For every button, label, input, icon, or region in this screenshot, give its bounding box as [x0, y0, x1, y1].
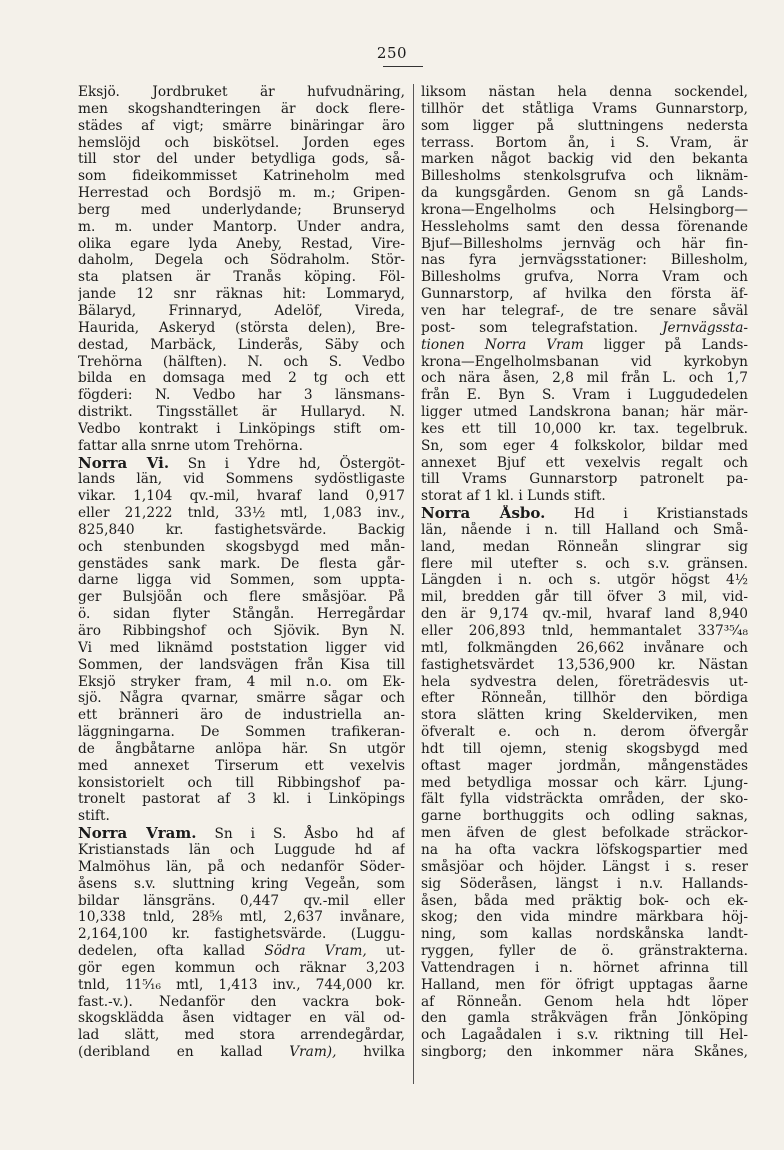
italic-text: Södra Vram, [264, 943, 367, 960]
body-text: storat af 1 kl. i Lunds stift. [421, 488, 606, 505]
text-line [421, 387, 748, 404]
text-line [421, 151, 748, 168]
body-text: skog; den vida mindre märkbara höj- [421, 909, 748, 926]
body-text: Malmöhus län, på och nedanför Söder- [78, 858, 405, 875]
text-line [78, 337, 405, 354]
text-line [421, 1044, 748, 1061]
body-text: hela sydvestra delen, företrädesvis ut- [421, 673, 748, 690]
body-text: ger Bulsjöån och flere småsjöar. På [78, 589, 405, 606]
entry-heading: Norra Åsbo. [421, 505, 546, 522]
body-text: småsjöar och höjder. Längst i s. reser [421, 858, 748, 875]
text-line [421, 1027, 748, 1044]
body-text: Eksjö. Jordbruket är hufvudnäring, [78, 84, 405, 100]
text-line [421, 303, 748, 320]
text-line [78, 539, 405, 556]
body-text: öfveralt e. och n. derom öfvergår [421, 724, 748, 741]
text-line [421, 539, 748, 556]
text-line [421, 741, 748, 758]
text-line [78, 1027, 405, 1044]
text-line [421, 404, 748, 421]
body-text: Billesholms stenkolsgrufva och liknäm- [421, 168, 748, 185]
body-text: tronelt pastorat af 3 kl. i Linköpings [78, 791, 405, 808]
body-text: Bälaryd, Frinnaryd, Adelöf, Vireda, [78, 302, 405, 319]
body-text: krona—Engelholmsbanan vid kyrkobyn [421, 353, 748, 370]
body-text: Hd i Kristianstads [574, 506, 748, 522]
text-line [78, 438, 405, 455]
body-text: från E. Byn S. Vram i Luggudedelen [421, 387, 748, 404]
text-line [78, 135, 405, 152]
text-line [78, 185, 405, 202]
italic-text: tionen Norra Vram [421, 336, 584, 353]
page-number: 250 [376, 44, 408, 62]
text-line [421, 724, 748, 741]
body-text: till stor del under betydliga gods, så- [78, 151, 405, 168]
text-line [78, 505, 405, 522]
text-line [78, 791, 405, 808]
text-line [78, 320, 405, 337]
body-text: ett bränneri äro de industriella an- [78, 707, 405, 724]
text-line [421, 185, 748, 202]
text-line [78, 387, 405, 404]
italic-text: Vram), [289, 1044, 337, 1061]
body-text: bilda en domsaga med 2 tg och ett [78, 370, 405, 387]
text-line [78, 977, 405, 994]
body-text: Trehörna (hälften). N. och S. Vedbo [78, 353, 405, 370]
text-line [421, 202, 748, 219]
text-line [78, 522, 405, 539]
body-text: äro Ribbingshof och Sjövik. Byn N. [78, 623, 405, 639]
body-text: 10,338 tnld, 28⅝ mtl, 2,637 invånare, [78, 909, 405, 926]
text-line [421, 606, 748, 623]
body-text: sjö. Några qvarnar, smärre sågar och [78, 690, 405, 707]
body-text: af Rönneån. Genom hela hdt löper [421, 993, 748, 1010]
body-text: ryggen, fyller de ö. gränstrakterna. [421, 943, 748, 960]
body-text: städes af vigt; smärre binäringar äro [78, 117, 405, 134]
text-line [421, 791, 748, 808]
text-line [421, 876, 748, 893]
body-text: krona—Engelholms och Helsingborg— [421, 201, 748, 218]
body-text: destad, Marbäck, Linderås, Säby och [78, 336, 405, 353]
text-line [421, 320, 748, 337]
text-line [78, 943, 405, 960]
body-text: Haurida, Askeryd (största delen), Bre- [78, 319, 405, 336]
column-divider [413, 84, 414, 1084]
body-text: dedelen, ofta kallad [78, 943, 246, 960]
body-text: Längden i n. och s. utgör högst 4½ [421, 572, 748, 589]
body-text: län, nående i n. till Halland och Små- [421, 521, 748, 538]
body-text: hemslöjd och biskötsel. Jorden eges [78, 134, 405, 151]
body-text: ven har telegraf-, de tre senare såväl [421, 302, 748, 319]
body-text: mil, bredden går till öfver 3 mil, vid- [421, 589, 748, 606]
body-text: vikar. 1,104 qv.-mil, hvaraf land 0,917 [78, 488, 405, 505]
text-line [78, 960, 405, 977]
text-line [421, 640, 748, 657]
text-line [78, 202, 405, 219]
body-text: stora slätten kring Skelderviken, men [421, 707, 748, 724]
text-line [78, 741, 405, 758]
text-line [421, 909, 748, 926]
body-text: Halland, men för öfrigt upptagas åarne [421, 976, 748, 993]
body-text: marken något backig vid den bekanta [421, 151, 748, 168]
body-text: m. m. under Mantorp. Under andra, [78, 218, 405, 235]
entry-heading: Norra Vram. [78, 825, 197, 842]
body-text: bildar länsgräns. 0,447 qv.-mil eller [78, 892, 405, 909]
body-text: eller 206,893 tnld, hemmantalet 337³⁵⁄₄₈ [421, 623, 748, 639]
text-line [78, 404, 405, 421]
body-text: ligger på Lands- [603, 336, 748, 353]
entry-heading: Norra Vi. [78, 454, 170, 472]
body-text: med betydliga mossar och kärr. Ljung- [421, 774, 748, 791]
body-text: singborg; den inkommer nära Skånes, [421, 1044, 748, 1061]
body-text: men skogshandteringen är dock flere- [78, 100, 405, 117]
text-line [78, 690, 405, 707]
text-line [421, 286, 748, 303]
body-text: Gunnarstorp, af hvilka den första äf- [421, 286, 748, 303]
text-line [78, 572, 405, 589]
text-line [78, 775, 405, 792]
body-text: tillhör det ståtliga Vrams Gunnarstorp, [421, 100, 748, 117]
body-text: mtl, folkmängden 26,662 invånare och [421, 639, 748, 656]
text-line [421, 690, 748, 707]
text-line [421, 101, 748, 118]
body-text: som fideikommisset Katrineholm med [78, 168, 405, 185]
text-line [421, 1010, 748, 1027]
text-line [78, 674, 405, 691]
body-text: darne ligga vid Sommen, som uppta- [78, 572, 405, 589]
text-line [421, 118, 748, 135]
body-text: fögderi: N. Vedbo har 3 länsmans- [78, 387, 405, 404]
body-text: gör egen kommun och räknar 3,203 [78, 959, 405, 976]
text-line [421, 589, 748, 606]
text-line [78, 926, 405, 943]
text-line [421, 893, 748, 910]
text-line [421, 556, 748, 573]
page-number-rule [383, 66, 423, 67]
body-text: jande 12 snr räknas hit: Lommaryd, [78, 286, 405, 303]
body-text: åsen, båda med präktig bok- och ek- [421, 892, 748, 909]
body-text: berg med underlydande; Brunseryd [78, 201, 405, 218]
body-text: liksom nästan hela denna sockendel, [421, 84, 748, 100]
body-text: med annexet Tirserum ett vexelvis [78, 757, 405, 774]
text-line [78, 269, 405, 286]
body-text: garne borthuggits och odling saknas, [421, 808, 748, 825]
body-text: Vedbo kontrakt i Linköpings stift om- [78, 420, 405, 437]
text-line [421, 943, 748, 960]
text-line [78, 994, 405, 1011]
text-line [78, 623, 405, 640]
body-text: fastighetsvärdet 13,536,900 kr. Nästan [421, 656, 748, 673]
text-line [78, 556, 405, 573]
body-text: Vattendragen i n. hörnet afrinna till [421, 959, 748, 976]
body-text: lad slätt, med stora arrendegårdar, [78, 1027, 405, 1044]
body-text: land, medan Rönneån slingrar sig [421, 538, 748, 555]
body-text: till Vrams Gunnarstorp patronelt pa- [421, 471, 748, 488]
body-text: Bjuf—Billesholms jernväg och här fin- [421, 235, 748, 252]
body-text: tnld, 11⁵⁄₁₆ mtl, 1,413 inv., 744,000 kr. [78, 976, 405, 993]
body-text: (deribland en kallad [78, 1044, 263, 1061]
text-line [421, 505, 748, 522]
text-line [421, 775, 748, 792]
text-line [78, 893, 405, 910]
text-line [421, 707, 748, 724]
body-text: och stenbunden skogsbygd med mån- [78, 538, 405, 555]
body-text: olika egare lyda Aneby, Restad, Vire- [78, 235, 405, 252]
body-text: annexet Bjuf ett vexelvis regalt och [421, 454, 748, 471]
body-text: läggningarna. De Sommen trafikeran- [78, 724, 405, 741]
text-line [78, 876, 405, 893]
text-line [78, 252, 405, 269]
body-text: oftast mager jordmån, mångenstädes [421, 757, 748, 774]
text-line [421, 168, 748, 185]
body-text: hdt till ojemn, stenig skogsbygd med [421, 740, 748, 757]
text-line [421, 84, 748, 101]
text-line [78, 286, 405, 303]
body-text: och nära åsen, 2,8 mil från L. och 1,7 [421, 370, 748, 387]
text-line [78, 909, 405, 926]
text-line [421, 135, 748, 152]
body-text: som ligger på sluttningens nedersta [421, 117, 748, 134]
text-line [421, 269, 748, 286]
body-text: den är 9,174 qv.-mil, hvaraf land 8,940 [421, 606, 748, 623]
text-line [421, 252, 748, 269]
text-line [421, 623, 748, 640]
text-line [78, 236, 405, 253]
body-text: sig Söderåsen, längst i n.v. Hallands- [421, 875, 748, 892]
body-text: na ha ofta vackra löfskogspartier med [421, 841, 748, 858]
text-line [78, 151, 405, 168]
text-line [421, 674, 748, 691]
body-text: de ångbåtarne anlöpa här. Sn utgör [78, 740, 405, 757]
body-text: 2,164,100 kr. fastighetsvärde. (Luggu- [78, 926, 405, 943]
body-text: lands län, vid Sommens sydöstligaste [78, 471, 405, 488]
body-text: och Lagaådalen i s.v. riktning till Hel- [421, 1027, 748, 1044]
body-text: Sn i S. Åsbo hd af [214, 826, 405, 842]
body-text: fattar alla snrne utom Trehörna. [78, 437, 303, 454]
body-text: Sn i Ydre hd, Östergöt- [187, 455, 405, 472]
text-line [421, 337, 748, 354]
body-text: Sommen, der landsvägen från Kisa till [78, 656, 405, 673]
text-line [421, 994, 748, 1011]
body-text: ning, som kallas nordskånska landt- [421, 926, 748, 943]
body-text: daholm, Degela och Södraholm. Stör- [78, 252, 405, 269]
text-line [78, 842, 405, 859]
text-line [421, 471, 748, 488]
text-line [78, 455, 405, 472]
body-text: den gamla stråkvägen från Jönköping [421, 1010, 748, 1027]
body-text: men äfven de glest befolkade sträckor- [421, 825, 748, 842]
text-line [421, 808, 748, 825]
body-text: skogsklädda åsen vidtager en väl od- [78, 1010, 405, 1027]
text-line [78, 168, 405, 185]
text-line [421, 488, 748, 505]
body-text: sta platsen är Tranås köping. Föl- [78, 269, 405, 286]
body-text: efter Rönneån, tillhör den bördiga [421, 690, 748, 707]
body-text: stift. [78, 808, 110, 825]
text-line [78, 471, 405, 488]
body-text: post- som telegrafstation. [421, 319, 639, 336]
text-line [421, 572, 748, 589]
body-text: Hessleholms samt den dessa förenande [421, 218, 748, 235]
body-text: Vi med liknämd poststation ligger vid [78, 639, 405, 656]
text-line [78, 101, 405, 118]
text-line [78, 354, 405, 371]
text-line [78, 808, 405, 825]
text-line [421, 455, 748, 472]
body-text: ö. sidan flyter Stångån. Herregårdar [78, 606, 405, 623]
body-text: nas fyra jernvägsstationer: Billesholm, [421, 252, 748, 269]
body-text: fast.-v.). Nedanför den vackra bok- [78, 993, 405, 1010]
italic-text: Jernvägssta- [662, 319, 748, 336]
text-line [78, 589, 405, 606]
text-line [78, 657, 405, 674]
text-line [78, 303, 405, 320]
body-text: 825,840 kr. fastighetsvärde. Backig [78, 521, 405, 538]
text-line [421, 758, 748, 775]
text-line [421, 926, 748, 943]
text-line [78, 1044, 405, 1061]
body-text: Billesholms grufva, Norra Vram och [421, 269, 748, 286]
text-line [421, 236, 748, 253]
text-line [421, 960, 748, 977]
text-line [78, 825, 405, 842]
text-line [421, 370, 748, 387]
body-text: Kristianstads län och Luggude hd af [78, 841, 405, 858]
body-text: genstädes sank mark. De flesta går- [78, 555, 405, 572]
body-text: kes ett till 10,000 kr. tax. tegelbruk. [421, 420, 748, 437]
body-text: distrikt. Tingsstället är Hullaryd. N. [78, 404, 405, 421]
text-line [421, 977, 748, 994]
body-text: Herrestad och Bordsjö m. m.; Gripen- [78, 185, 405, 202]
text-line [421, 522, 748, 539]
body-text: da kungsgården. Genom sn gå Lands- [421, 185, 748, 202]
text-line [78, 488, 405, 505]
body-text: eller 21,222 tnld, 33½ mtl, 1,083 inv., [78, 505, 405, 522]
text-line [421, 219, 748, 236]
text-line [421, 421, 748, 438]
body-text: åsens s.v. sluttning kring Vegeån, som [78, 875, 405, 892]
body-text: Eksjö stryker fram, 4 mil n.o. om Ek- [78, 673, 405, 690]
text-line [421, 842, 748, 859]
text-line [78, 84, 405, 101]
text-line [78, 1010, 405, 1027]
text-line [78, 370, 405, 387]
right-column [421, 84, 748, 1089]
text-line [78, 219, 405, 236]
body-text: fält fylla vidsträckta områden, der sko- [421, 791, 748, 808]
text-line [421, 354, 748, 371]
text-line [78, 606, 405, 623]
text-line [421, 859, 748, 876]
text-line [78, 640, 405, 657]
text-line [421, 825, 748, 842]
text-line [78, 707, 405, 724]
text-line [421, 657, 748, 674]
body-text: ligger utmed Landskrona banan; här mär- [421, 404, 748, 421]
text-line [78, 724, 405, 741]
body-text: flere mil utefter s. och s.v. gränsen. [421, 555, 748, 572]
text-line [78, 421, 405, 438]
left-column [78, 84, 405, 1089]
body-text: Sn, som eger 4 folkskolor, bildar med [421, 437, 748, 454]
text-line [78, 758, 405, 775]
text-line [421, 438, 748, 455]
body-text: terrass. Bortom ån, i S. Vram, är [421, 134, 748, 151]
body-text: konsistorielt och till Ribbingshof pa- [78, 774, 405, 791]
body-text: ut- [386, 943, 405, 960]
text-line [78, 118, 405, 135]
body-text: hvilka [363, 1044, 405, 1061]
text-line [78, 859, 405, 876]
